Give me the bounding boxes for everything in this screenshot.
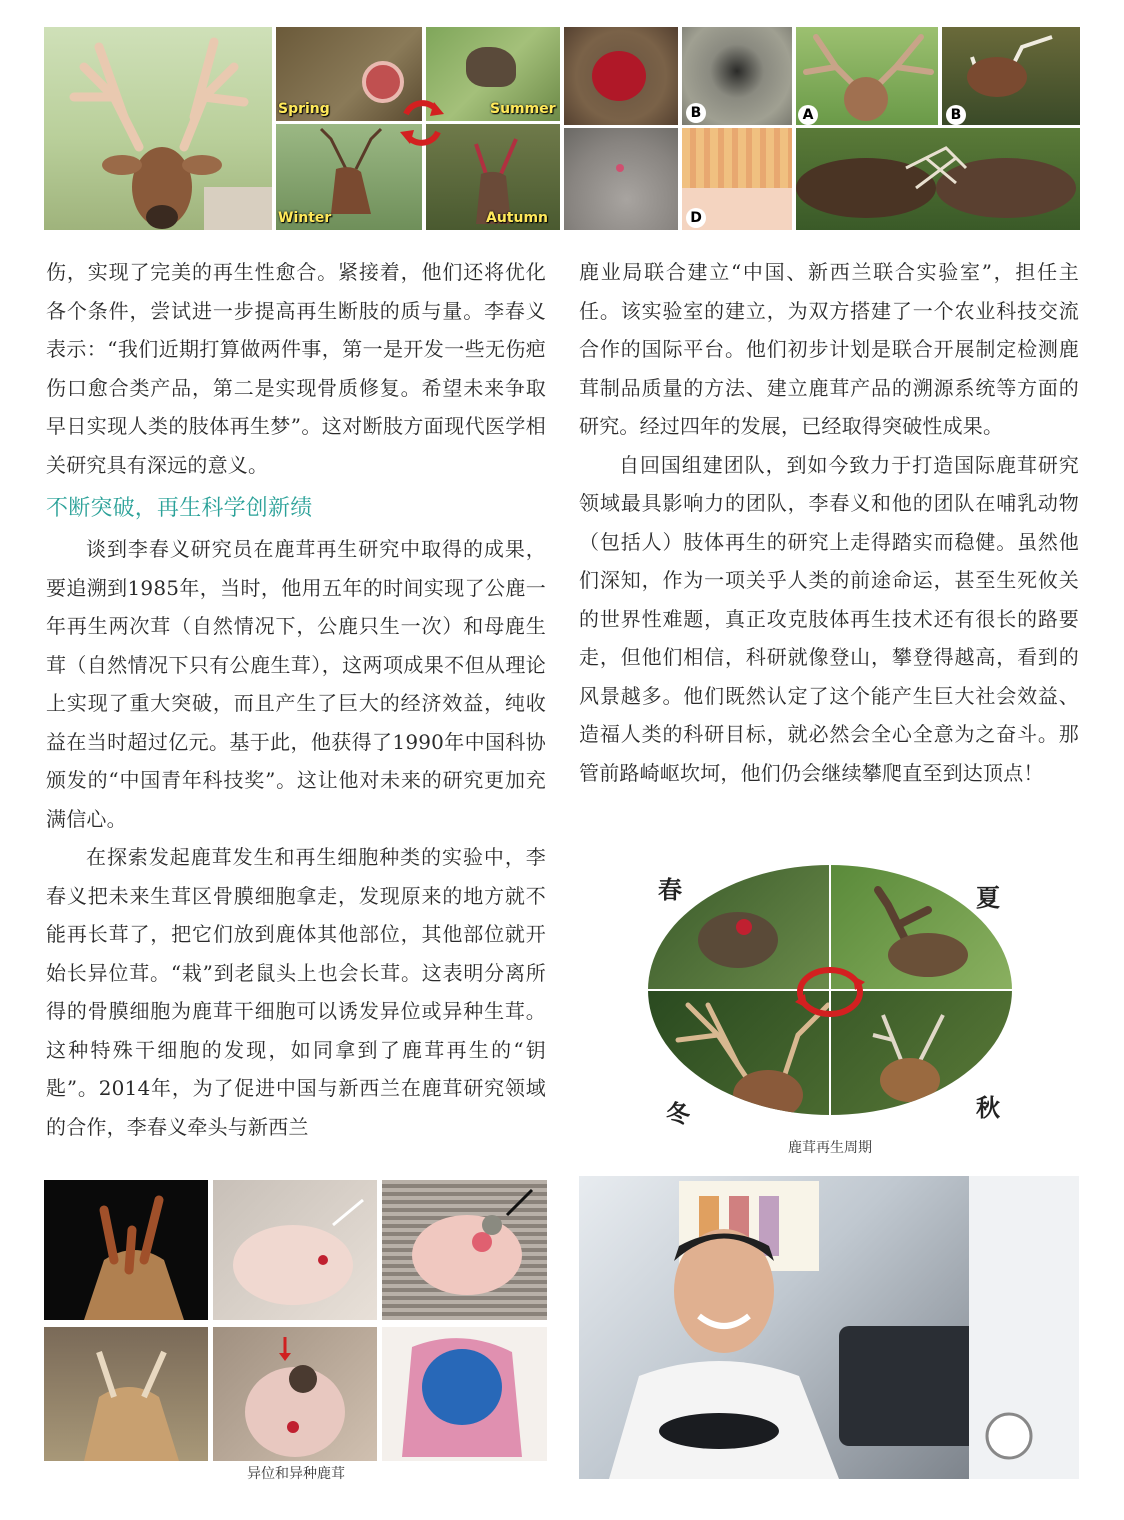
scientist-microscope-photo bbox=[579, 1176, 1079, 1479]
cycle-oval-photo bbox=[648, 865, 1012, 1115]
panel-letter-d: D bbox=[686, 208, 706, 228]
summer-photo bbox=[426, 27, 560, 121]
mouse-head-antler-photo bbox=[382, 1180, 547, 1320]
deer-velvet-antler-photo bbox=[44, 27, 272, 230]
right-paragraph-1: 鹿业局联合建立“中国、新西兰联合实验室”，担任主任。该实验室的建立，为双方搭建了一个农业科技交流合作的国际平台。他们初步计划是联合开展制定检测鹿茸制品质量的方法、建立鹿茸产品的溯源系统等方面的研究。经过四年的发展，已经取得突破性成果。 bbox=[579, 260, 1079, 438]
left-paragraph-3: 在探索发起鹿茸发生和再生细胞种类的实验中，李春义把未来生茸区骨膜细胞拿走，发现原来的地方就不能再长茸了，把它们放到鹿体其他部位，其他部位就开始长异位茸。“栽”到老鼠头上也会长茸。这表明分离所得的骨膜细胞为鹿茸干细胞可以诱发异位或异种生茸。这种特殊干细胞的发现，如同拿到了鹿茸再生的“钥匙”。2014年，为了促进中国与新西兰在鹿茸研究领域的合作，李春义牵头与新西兰 bbox=[46, 845, 546, 1139]
left-paragraph-2: 谈到李春义研究员在鹿茸再生研究中取得的成果，要追溯到1985年，当时，他用五年的时间实现了公鹿一年再生两次茸（自然情况下，公鹿只生一次）和母鹿生茸（自然情况下只有公鹿生茸），这两项成果不但从理论上实现了重大突破，而且产生了巨大的经济效益，纯收益在当时超过亿元。基于此，他获得了1990年中国科协颁发的“中国青年科技奖”。这让他对未来的研究更加充满信心。 bbox=[46, 537, 546, 831]
autumn-photo bbox=[426, 124, 560, 230]
season-autumn: 秋 bbox=[976, 1093, 1000, 1122]
pedicle-wound-photo bbox=[564, 27, 678, 125]
panel-letter-b: B bbox=[686, 103, 706, 123]
season-winter: 冬 bbox=[666, 1099, 690, 1128]
nude-mouse-antler-photo bbox=[213, 1180, 377, 1320]
summer-label: Summer bbox=[490, 101, 556, 117]
stained-section-photo bbox=[382, 1327, 547, 1461]
left-text-column bbox=[46, 253, 546, 1146]
mouse-graft-arrow-photo bbox=[213, 1327, 377, 1461]
season-summer: 夏 bbox=[976, 883, 1000, 912]
cycle-caption: 鹿茸再生周期 bbox=[788, 1140, 872, 1156]
ectopic-antler-deer-2-photo bbox=[44, 1327, 208, 1461]
hard-antler-stag-photo bbox=[942, 27, 1080, 125]
ectopic-antler-deer-photo bbox=[44, 1180, 208, 1320]
fighting-stags-photo bbox=[796, 128, 1080, 230]
right-paragraph-2: 自回国组建团队，到如今致力于打造国际鹿茸研究领域最具影响力的团队，李春义和他的团队在哺乳动物（包括人）肢体再生的研究上走得踏实而稳健。虽然他们深知，作为一项关乎人类的前途命运，甚至生死攸关的世界性难题，真正攻克肢体再生技术还有很长的路要走，但他们相信，科研就像登山，攀登得越高，看到的风景越多。他们既然认定了这个能产生巨大社会效益、造福人类的科研目标，就必然会全心全意为之奋斗。那管前路崎岖坎坷，他们仍会继续攀爬直至到达顶点！ bbox=[579, 452, 1079, 785]
winter-label: Winter bbox=[278, 210, 332, 226]
ectopic-caption: 异位和异种鹿茸 bbox=[247, 1466, 345, 1482]
season-spring: 春 bbox=[658, 875, 682, 904]
healed-pedicle-photo bbox=[682, 27, 792, 125]
autumn-label: Autumn bbox=[486, 210, 549, 226]
spring-label: Spring bbox=[278, 101, 330, 117]
left-paragraph-1: 伤，实现了完美的再生性愈合。紧接着，他们还将优化各个条件，尝试进一步提高再生断肢的质与量。李春义表示：“我们近期打算做两件事，第一是开发一些无伤疤伤口愈合类产品，第二是实现骨质修复。希望未来争取早日实现人类的肢体再生梦”。这对断肢方面现代医学相关研究具有深远的意义。 bbox=[46, 260, 546, 477]
cycle-arrows-icon bbox=[398, 96, 446, 150]
histology-section-photo bbox=[682, 128, 792, 230]
panel-letter-b-2: B bbox=[946, 105, 966, 125]
section-heading: 不断突破，再生科学创新绩 bbox=[46, 496, 313, 521]
cycle-arrow-icon bbox=[793, 962, 867, 1022]
antler-cycle-figure bbox=[648, 862, 1012, 1142]
cast-antler-photo bbox=[564, 128, 678, 230]
right-text-column bbox=[579, 253, 1079, 792]
antler-regrowth-photo bbox=[796, 27, 938, 125]
panel-letter-a: A bbox=[798, 105, 818, 125]
